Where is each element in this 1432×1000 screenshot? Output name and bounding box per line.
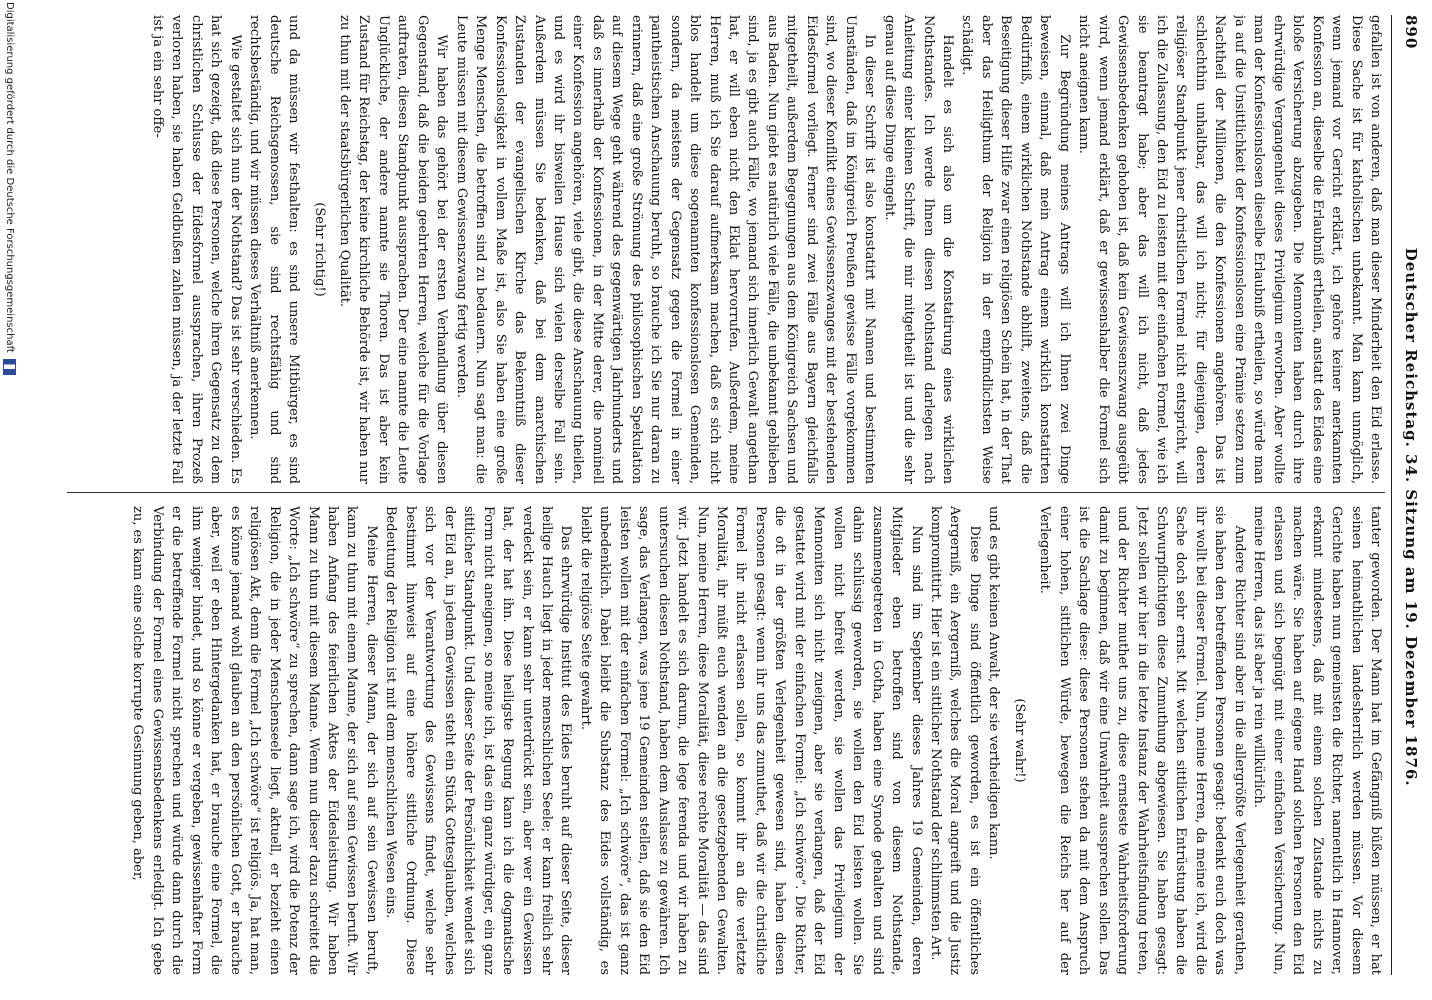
left-column	[67, 15, 1385, 484]
header-rule	[1391, 15, 1392, 975]
interjection: (Sehr wahr!)	[1011, 698, 1027, 783]
paragraph: Zur Begründung meines Antrags will ich Ihnen zwei Dinge beweisen, einmal, daß mein Antrag einem wirklich konstatirten Bedürfniß, einem wirklichen Nothstande abhilft, zweitens, daß die Beseitigung dieser Hilfe zwar einen religiösen Schein hat, in der That aber das Heiligthum der Religion in der empfindlichsten Weise schädigt.	[959, 15, 1072, 484]
paragraph: Andere Richter sind aber in die allergrößte Verlegenheit gerathen, sie haben den betreffenden Personen gesagt: bedenkt euch doch was ihr wollt bei dieser Formel. Nun, meine Herren, da meine ich, wird die Sache doch sehr ernst. Mit welchen sittlichen Entrüstung haben die Schwurpflichtigen diese Zumuthung abgewiesen. Sie haben gesagt: Jetzt sollen wir hier in die letzte Instanz der Wahrheitsfindung treten, und der Richter muthet uns zu, diese ernsteste Wahrheitsforderung damit zu beginnen, daß wir eine Unwahrheit aussprechen sollen. Das ist die Sachlage diese: diese Personen stehen da mit dem Anspruch einer hohen, sittlichen Würde, bewegen die Reichs her auf der Verlegenheit.	[1037, 506, 1247, 975]
paragraph: In dieser Schrift ist also konstatirt mit Namen und bestimmten Umständen, daß im Königreich Preußen gewisse Fälle vorgekommen sind, wo dieser Konflikt eines Gewissenszwanges mit der bestehenden Eidesformel vorliegt. Ferner sind zwei Fälle aus Bayern gleichfalls mitgetheilt, außerdem Begegnungen aus dem Königreich Sachsen und aus Baden. Nun giebt es natürlich viele Fälle, die unbekannt geblieben sind, ja es gibt auch Fälle, wo jemand sich innerlich Gewalt angethan hat, er will eben nicht den Eklat hervorrufen. Außerdem, meine Herren, muß ich Sie darauf aufmerksam machen, daß es sich nicht blos handelt um diese sogenannten konfessionslosen Gemeinden, sondern, da meistens der Gegensatz gegen die Formel in einer pantheistischen Anschauung beruht, so brauche ich Sie nur daran zu erinnern, daß eine große Strömung des philosophischen Spekulation auf diesem Wege geht während des gegenwärtigen Jahrhunderts und daß es innerhalb der Konfessionen, in der Mitte derer, die nominell einer Konfession angehören, viele gibt, die diese Anschauung theilen, und es wird ihr bisweilen Hause sich vielen derselbe Fall sein. Außerdem müssen Sie bedenken, daß bei dem anarchischen Zustanden der evangelischen Kirche das Bekenntniß dieser Konfessionslosigkeit in vollem Maße ist, also Sie haben eine große Menge Menschen, die betroffen sind zu bedauern. Nun sagt man: die Leute müssen mit diesem Gewissenszwang fertig werden.	[453, 15, 878, 484]
paragraph: Wie gestaltet sich nun der Nothstand? Das ist sehr verschieden. Es hat sich gezeigt, daß diese Personen, welche ihren Gegensatz zu dem christlichen Schlusse der Eidesformel aussprachen, ihren Prozeß verloren haben, sie haben Geldbußen zahlen müssen, ja der letzte Fall ist ja ein sehr offe-	[149, 15, 243, 484]
footer-text: Digitalisierung gefördert durch die Deutsche Forschungsgemeinschaft	[4, 2, 16, 353]
paragraph: Nun sind im September dieses Jahres 19 Gemeinden, deren Mitglieder eben betroffen sind von diesem Nothstande, zusammengetreten in Gotha, haben eine Synode gehalten und sind dahin schlüssig geworden, sie wollen den Eid leisten wollen. Sie wollen nicht befreit werden, sie wollen das Privilegium der Mennoniten sich nicht zueignen, aber sie verlangen, daß der Eid gestattet wird mit der einfachen Formel: „Ich schwöre“. Die Richter, die oft in der größten Verlegenheit gewesen sind, haben diesen Personen gesagt: wenn ihr uns das zumuthet, daß wir die christliche Formel ihr nicht erlassen sollen, so kommt ihr an die verletzte Moralität, ihr müßt euch wenden an die gesetzgebenden Gewalten. Nun, meine Herren, diese Moralität, diese rechte Moralität — das sind wir. Jetzt handelt es sich darum, die lege ferenda und wir haben zu untersuchen diesen Nothstand, haben dem Auslasse zu gewähren. Ich sage, das Verlangen, was jene 19 Gemeinden stellen, daß sie den Eid leisten wollen mit der einfachen Formel: „Ich schwöre“, das ist ganz unbedenklich. Dabei bleibt die Substanz des Eides vollständig, es bleibt die religiöse Seite gewahrt.	[577, 506, 924, 975]
digitization-footer	[2, 0, 18, 1000]
document-page	[4, 0, 1432, 1000]
paragraph: Meine Herren, dieser Mann, der sich auf sein Gewissen beruft, kann zu thun mit einem Manne, der sich auf sein Gewissen beruft. Wir haben Anfang des feierlichen Aktes der Eidesleistung. Wir haben Mann zu thun mit diesem Manne. Wenn nun dieser dazu schreitet die Worte: „Ich schwöre“ zu sprechen, dann sage ich, wird die Potenz der Religion, die in jeder Menschenseele liegt, aktuell, er bezieht einen religiösen Akt, denn die Formel „Ich schwöre“ ist religiös. Ja, hat man, es könne jemand wohl glauben an den persönlichen Gott, er brauche aber, weil er eben Hintergedanken hat, er brauche eine Formel, die ihm weniger bindet, und so könne er vergeben, gewissenhafter Form er die betreffende Formel nicht sprechen und würde dann durch die Verbindung der Formel eines Gewissensbedenkens erledigt. Ich gebe zu, es kann eine solche korrupte Gesinnung geben, aber,	[130, 506, 379, 975]
paragraph: Wir haben das gehört bei der ersten Verhandlung über diesen Gegenstand, daß die beiden geehrten Herren, welche für die Vorlage auftraten, diesen Standpunkt aussprachen. Der eine nannte die Leute Unglückliche, der andere nannte sie Thoren. Das ist aber kein Zustand für Reichstag, der keine kirchliche Behörde ist, wir haben nur zu thun mit der staatsbürgerlichen Qualität.	[336, 15, 450, 484]
right-column	[67, 506, 1385, 975]
paragraph: gefallen ist von anderen, daß man dieser Minderheit den Eid erlasse. Diese Sache ist für katholischen unbekannt. Man kann unmöglich, wenn jemand vor Gericht erklärt, ich gehöre keiner anerkannten Konfession an, dieselbe die Erlaubniß ertheilen, anstatt des Eides eine bloße Versicherung abzugeben. Die Mennoniten haben durch ihre ehrwürdige Vergangenheit dieses Privilegium erworben. Aber wollte man der Konfessionslosen dieselbe Erlaubniß ertheilen, so würde man ja auf die Unsittlichkeit der Konfessionslosen eine Prämie setzen zum Nachtheil der Millionen, die den Konfessionen angehören. Das ist schlechthin unhaltbar, das will ich nicht; für diejenigen, deren religiöser Standpunkt jener christlichen Formel nicht entspricht, will ich die Zulassung, den Eid zu leisten mit der einfachen Formel, wie ich sie beantragt habe; aber das will ich nicht, daß jedes Gewissensbedenken gehoben ist, daß kein Gewissenszwang ausgeübt wird, wenn jemand erklärt, daß er gewissenshalber die Formel sich nicht aneignen kann.	[1076, 15, 1383, 484]
column-divider	[67, 492, 1385, 493]
paragraph: Handelt es sich also um die Konstatirung eines wirklichen Nothstandes. Ich werde Ihnen diesen Nothstand darlegen nach Anleitung einer kleinen Schrift, die mir mitgetheilt ist und die sehr genau auf diese Dinge eingeht.	[881, 15, 956, 484]
paragraph: tanter geworden. Der Mann hat im Gefängniß büßen müssen, er hat seinen heimathlichen landesherrlich werden müssen. Vor diesem Gerichte haben nun gemeinsten die Richter, namentlich in Hannover, erkannt mindestens, daß mit einem solchen Zustande nichts zu machen wäre. Sie haben auf eigene Hand solchen Personen den Eid erlassen und sich begnügt mit einer einfachen Versicherung. Nun, meine Herren, das ist aber ja rein willkürlich.	[1251, 506, 1383, 975]
page-header	[1394, 15, 1420, 975]
text-columns	[67, 15, 1385, 975]
paragraph: und es gibt keinen Anwalt, der sie vertheidigen kann.	[986, 506, 1002, 860]
paragraph: und da müssen wir festhalten: es sind unsere Mitbürger, es sind deutsche Reichsgenossen, sie sind rechtsfähig und sind rechtsbeständig, und wir müssen dieses Verhältniß anerkennen.	[247, 15, 302, 484]
paragraph: Das ehrwürdige Institut des Eides beruht auf dieser Seite, dieser heilige Hauch liegt in jeder menschlichen Seele; er kann freilich sehr verdeckt sein, er kann sehr unterdrückt sein, aber wer ein Gewissen hat, der hat ihn. Diese heiligste Regung kann ich die dogmatische Form nicht aneignen, so meine ich, ist das ein ganz würdiger, ein ganz sittlicher Standpunkt. Und dieser Seite der Persönlichkeit wendet sich der Eid an, in jedem Gewissen steht ein Stück Gottesglauben, welches sich vor der Verantwortung des Gewissens findet, welche sehr bestimmt hinweist auf eine höhere sittliche Ordnung. Diese Bedeutung der Religion ist mit dem menschlichen Wesen eins.	[383, 506, 574, 975]
page-title: Deutscher Reichstag. 34. Sitzung am 19. Dezember 1876.	[1402, 247, 1420, 787]
interjection: (Sehr richtig!)	[311, 202, 327, 297]
paragraph: Diese Dinge sind öffentlich geworden, es ist ein öffentliches Aergerniß, ein Aergerniß, welches die Moral angreift und die Justiz kompromittirt. Hier ist ein sittlicher Nothstand der schlimmsten Art.	[928, 506, 982, 975]
dfg-logo-icon	[4, 359, 17, 375]
page-number: 890	[1402, 15, 1420, 50]
